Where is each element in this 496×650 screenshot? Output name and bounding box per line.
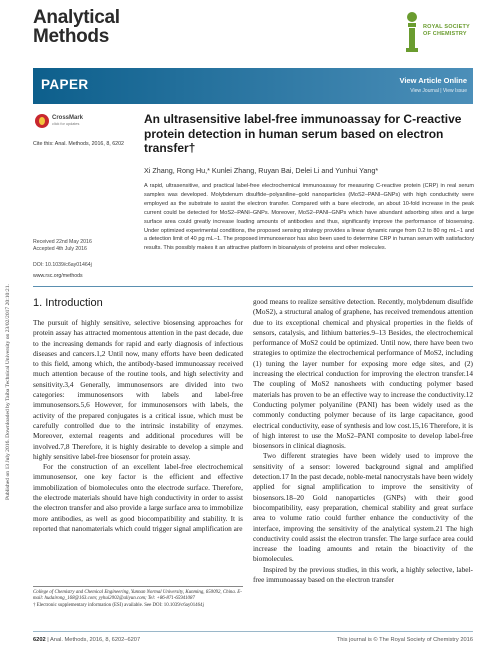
accepted-date: Accepted 4th July 2016	[33, 246, 87, 252]
view-journal-issue-links[interactable]: View Journal | View Issue	[410, 88, 467, 94]
footer-citation: Anal. Methods, 2016, 8, 6202–6207	[50, 637, 141, 643]
crossmark-label: CrossMark	[52, 115, 84, 121]
right-column	[253, 297, 473, 585]
author-list: Xi Zhang, Rong Hu,* Kunlei Zhang, Ruyan Bai, Delei Li and Yunhui Yang*	[144, 166, 379, 175]
left-column	[33, 318, 243, 534]
footer-copyright: This journal is © The Royal Society of Chemistry 2016	[336, 637, 473, 643]
footnote-divider	[33, 586, 243, 587]
view-article-online-link[interactable]: View Article Online	[399, 76, 467, 85]
paragraph: The pursuit of highly sensitive, selective biosensing approaches for protein assay has attracted momentous attention in the past decade, due to the increasing demands for rapid and early diagnosis of infectious diseases and cancers.1,2 Until now, many efforts have been dedicated to this field, among which, the antibody-based immunoassay received much attention because of the routine tools, and high selectivity and sensitivity.3,4 Generally, immunosensors are divided into two categories: immunosensors with labels and label-free immunosensors.5,6 However, for immunosensors with labels, the activity of the prepared conjugates is a critical issue, which must be carefully controlled due to the intrinsic instability of enzymes. Moreover, external reagents and additional procedures will be involved.7,8 Therefore, it is highly desirable to develop a simple and highly sensitive label-free biosensor for protein assay.	[33, 318, 243, 461]
journal-title-line2: Methods	[33, 26, 110, 47]
paragraph: Two different strategies have been widely used to improve the sensitivity of a sensor: lowered background signal and amplified detection.17 In the past decade, noble-metal nanocrystals have been widely applied for signal amplification to improve the sensitivity of biosensors.18–20 Gold nanoparticles (GNPs) with their good biocompatibility, easy preparation, chemical stability and great surface area to volume ratio could further enhance the conductivity of the interface, improving the sensitivity of the analytical system.21 The high conductivity could assist the electron transfer. The large surface area could increase the loading amounts and retain the bioactivity of the biomolecules.	[253, 451, 473, 564]
rsc-mark-icon	[403, 10, 421, 54]
paragraph: For the construction of an excellent label-free electrochemical immunosensor, one key factor is the efficient and effective immobilization of biomolecules onto the electrode surface. Therefore, the electrode materials should have high conductivity in order to assist the electron transfer and also provide a large surface area to immobilize more antibodies, as well as good biocompatibility and stability. It is reported that nanomaterials which could trigger signal amplification are	[33, 462, 243, 533]
paragraph: good means to realize sensitive detection. Recently, molybdenum disulfide (MoS2), a structural analog of graphene, has received tremendous attention due to its exceptional chemical and physical properties in the fields of sensors, catalysis, and lithium batteries.9–13 Besides, the electrochemical performance of MoS2 could be optimized. Until now, there have been two strategies to optimize the electrochemical performance of MoS2, including (1) tuning the layer number for exposing more edge sites, and (2) increasing the electrical conduction for improving the electron transfer.14 The coupling of MoS2 nanosheets with conducting polymer based materials has proven to be an effective way to increase the conductivity.12 Conducting polymer polyaniline (PANI) has been widely used as the commonly conducting polymer because of its large capacitance, good electrical conductivity, ease of synthesis and low cost.15,16 Therefore, it is of high interest to use the MoS2–PANI composite to develop label-free biosensors in clinical diagnosis.	[253, 297, 473, 451]
doi[interactable]: DOI: 10.1039/c6ay01464j	[33, 262, 92, 268]
journal-title-line1: Analytical	[33, 7, 120, 28]
side-publication-note	[3, 140, 13, 500]
esi-footnote: † Electronic supplementary information (ESI) available. See DOI: 10.1039/c6ay01464j	[33, 603, 204, 609]
footer-left	[33, 637, 140, 643]
side-note-text: Published on 13 July 2016. Downloaded by Taiba Technical University on 23/02/2017 20:10:21.	[5, 284, 11, 500]
page-number: 6202	[33, 637, 46, 643]
citation: Cite this: Anal. Methods, 2016, 8, 6202	[33, 141, 124, 147]
crossmark-sub: click for updates	[52, 122, 80, 126]
crossmark-badge[interactable]	[35, 114, 95, 130]
rsc-wordmark	[423, 24, 470, 38]
banner-label: PAPER	[41, 77, 89, 92]
footer-divider	[33, 631, 473, 632]
journal-title	[33, 8, 120, 46]
rsc-line2: OF CHEMISTRY	[423, 31, 467, 37]
received-date: Received 22nd May 2016	[33, 239, 92, 245]
article-title: An ultrasensitive label-free immunoassay for C-reactive protein detection in human serum based on electron transfer†	[144, 112, 462, 155]
affiliation-footnote: College of Chemistry and Chemical Engineering, Yunnan Normal University, Kunming, 650092, China. E-mail: hudairong_168@163.com; yyhui2002@aliyun.com; Tel: +86-871-65941087	[33, 590, 242, 602]
paragraph: Inspired by the previous studies, in this work, a highly selective, label-free immunoassay based on the electron transfer	[253, 564, 473, 585]
footnotes	[33, 590, 243, 610]
section-title: Introduction	[45, 297, 103, 309]
rsc-logo[interactable]	[403, 10, 473, 56]
paper-banner	[33, 68, 473, 104]
section-number: 1.	[33, 297, 43, 309]
section-heading	[33, 297, 103, 309]
journal-url[interactable]: www.rsc.org/methods	[33, 273, 83, 279]
header-divider	[33, 286, 473, 287]
received-dates	[33, 239, 133, 253]
footer-sep: |	[47, 637, 50, 643]
abstract: A rapid, ultrasensitive, and practical label-free electrochemical immunoassay for measuring C-reactive protein (CRP) in real serum samples was developed. Molybdenum disulfide–polyaniline–gold nanoparticles (MoS2–PANI–GNPs) with high conductivity were employed as the substrate to assist the electron transfer. Compared with a bare electrode, an about 10-fold increase in the peak current could be detected for MoS2–PANI–GNPs. Moreover, MoS2–PANI–GNPs which have abundant adsorbing sites and a large surface area could greatly increase loading amounts of antibodies and thus, significantly improve the performance of biosensing. Under optimized experimental conditions, the proposed sensing strategy provides a linear dynamic range from 0.2 to 80 ng mL−1 and a detection limit of 40 pg mL−1. The proposed immunosensor has also been used to determine CRP in human serum with satisfactory results. This possibly makes it an attractive platform in bioanalysis of proteins and other molecules.	[144, 183, 474, 252]
rsc-line1: ROYAL SOCIETY	[423, 24, 470, 30]
crossmark-icon	[35, 114, 49, 128]
